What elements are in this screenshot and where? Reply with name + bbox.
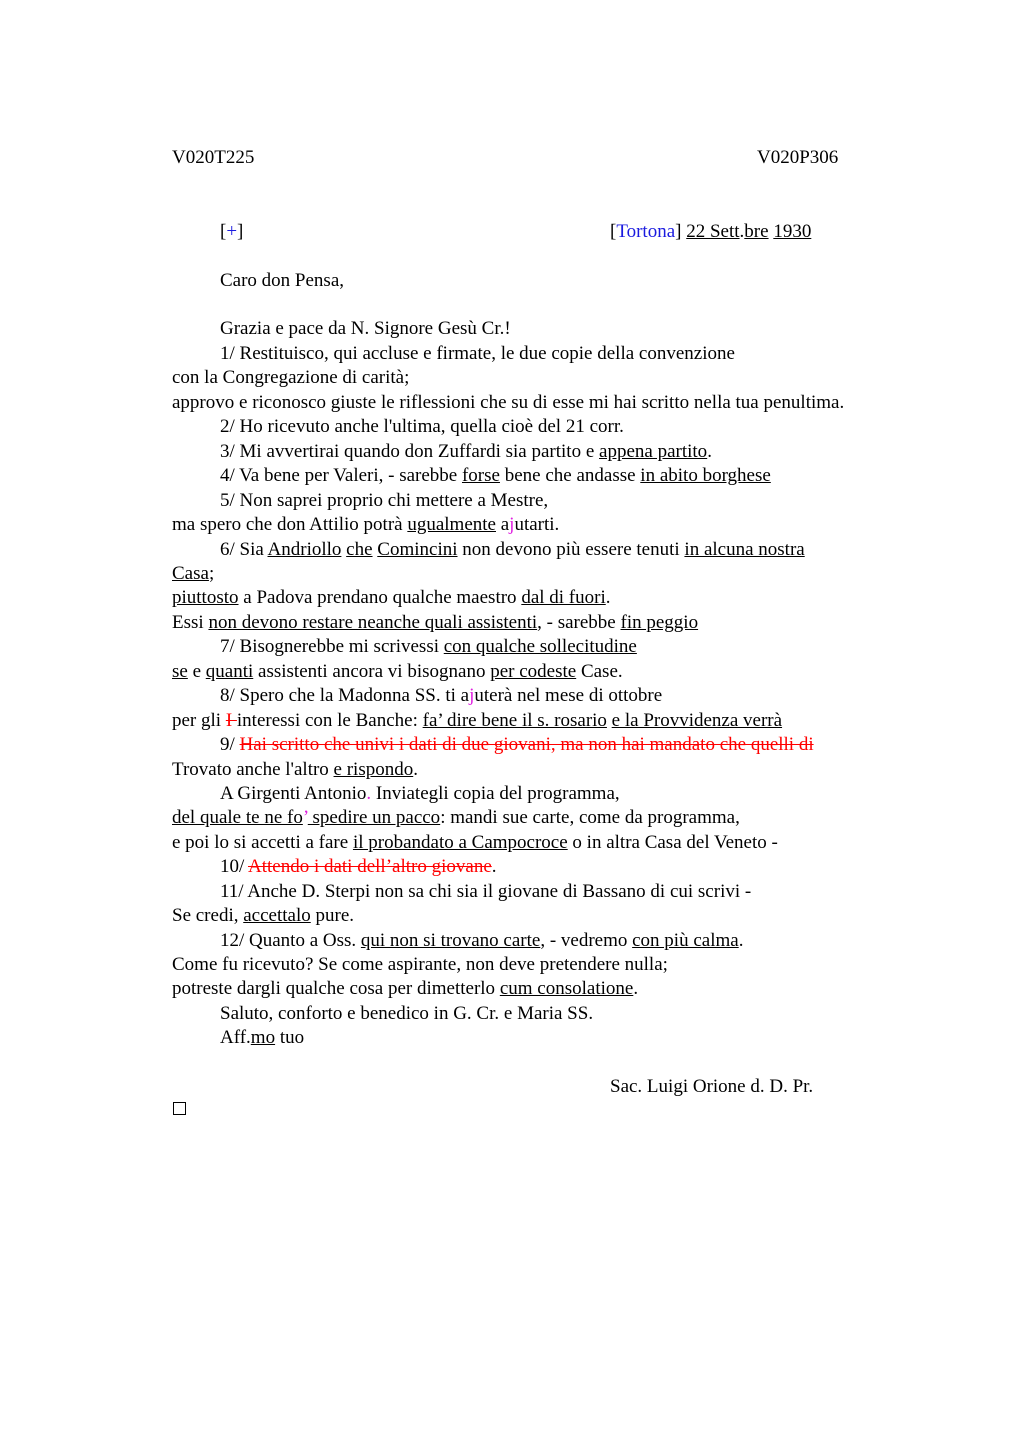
point-8-line-1: 8/ Spero che la Madonna SS. ti ajuterà nel mese di ottobre xyxy=(220,685,663,706)
point-11-line-2: Se credi, accettalo pure. xyxy=(172,905,355,926)
point-9-line-5: e poi lo si accetti a fare il probandato a Campocroce o in altra Casa del Veneto - xyxy=(172,832,778,853)
point-6-line-2: Casa; xyxy=(172,563,215,584)
greeting: Grazia e pace da N. Signore Gesù Cr.! xyxy=(220,318,511,339)
point-3: 3/ Mi avvertirai quando don Zuffardi sia partito e appena partito. xyxy=(220,441,712,462)
point-9-line-3: A Girgenti Antonio. Inviategli copia del programma, xyxy=(220,783,620,804)
point-9-line-1: 9/ Hai scritto che univi i dati di due giovani, ma non hai mandato che quelli di xyxy=(220,734,814,755)
point-5-line-2: ma spero che don Attilio potrà ugualmente ajutarti. xyxy=(172,514,560,535)
point-6-line-1: 6/ Sia Andriollo che Comincini non devono più essere tenuti in alcuna nostra xyxy=(220,539,805,560)
point-6-line-4: Essi non devono restare neanche quali assistenti, - sarebbe fin peggio xyxy=(172,612,699,633)
point-10: 10/ Attendo i dati dell’altro giovane. xyxy=(220,856,497,877)
end-square-mark xyxy=(173,1102,186,1115)
point-9-line-2: Trovato anche l'altro e rispondo. xyxy=(172,759,418,780)
point-12-line-1: 12/ Quanto a Oss. qui non si trovano carte, - vedremo con più calma. xyxy=(220,930,744,951)
closing-aff: Aff.mo tuo xyxy=(220,1027,305,1048)
point-9-line-4: del quale te ne fo’ spedire un pacco: mandi sue carte, come da programma, xyxy=(172,807,740,828)
closing-line: Saluto, conforto e benedico in G. Cr. e Maria SS. xyxy=(220,1003,594,1024)
point-8-line-2: per gli I interessi con le Banche: fa’ dire bene il s. rosario e la Provvidenza verrà xyxy=(172,710,783,731)
point-2: 2/ Ho ricevuto anche l'ultima, quella cioè del 21 corr. xyxy=(220,416,624,437)
signature: Sac. Luigi Orione d. D. Pr. xyxy=(610,1076,814,1097)
point-1-line-2: con la Congregazione di carità; xyxy=(172,367,410,388)
dateline: [Tortona] 22 Sett.bre 1930 xyxy=(610,221,812,242)
header-right-code: V020P306 xyxy=(757,147,839,168)
point-1-line-3: approvo e riconosco giuste le riflessioni che su di esse mi hai scritto nella tua penultima. xyxy=(172,392,845,413)
point-7-line-1: 7/ Bisognerebbe mi scrivessi con qualche sollecitudine xyxy=(220,636,637,657)
point-5-line-1: 5/ Non saprei proprio chi mettere a Mestre, xyxy=(220,490,549,511)
point-11-line-1: 11/ Anche D. Sterpi non sa chi sia il giovane di Bassano di cui scrivi - xyxy=(220,881,752,902)
point-4: 4/ Va bene per Valeri, - sarebbe forse bene che andasse in abito borghese xyxy=(220,465,771,486)
point-7-line-2: se e quanti assistenti ancora vi bisognano per codeste Case. xyxy=(172,661,623,682)
salutation: Caro don Pensa, xyxy=(220,270,345,291)
point-6-line-3: piuttosto a Padova prendano qualche maestro dal di fuori. xyxy=(172,587,611,608)
point-12-line-3: potreste dargli qualche cosa per dimetterlo cum consolatione. xyxy=(172,978,639,999)
cross-mark: [+] xyxy=(220,221,244,242)
point-1-line-1: 1/ Restituisco, qui accluse e firmate, le due copie della convenzione xyxy=(220,343,735,364)
point-12-line-2: Come fu ricevuto? Se come aspirante, non deve pretendere nulla; xyxy=(172,954,668,975)
header-left-code: V020T225 xyxy=(172,147,255,168)
